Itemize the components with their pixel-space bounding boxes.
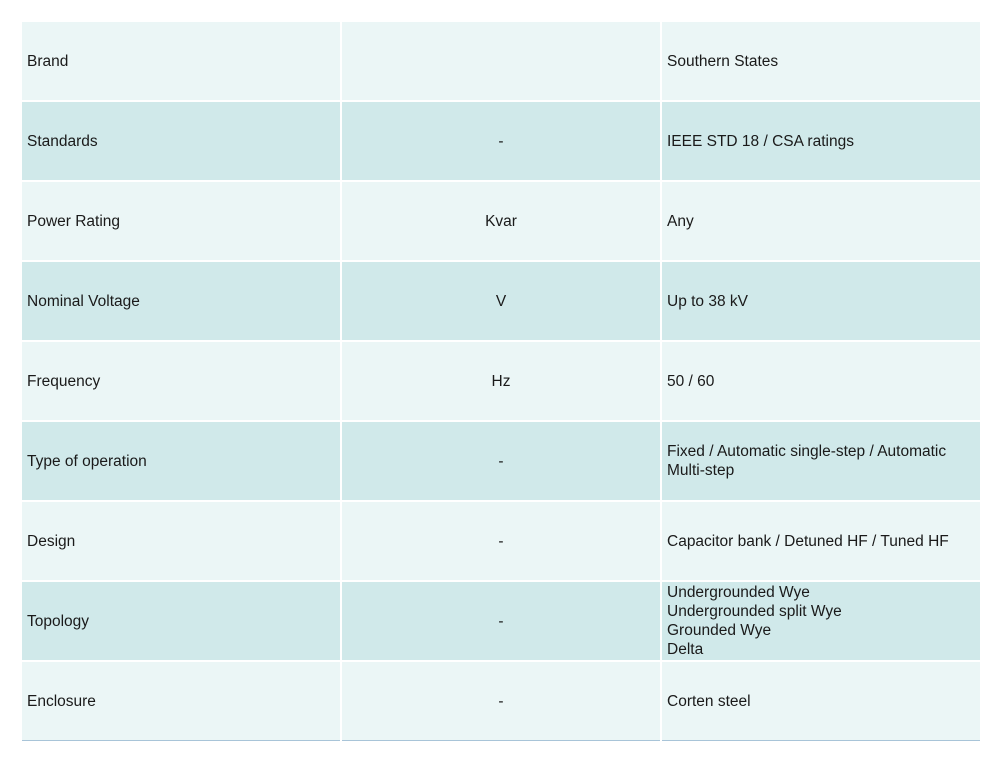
value-cell: Capacitor bank / Detuned HF / Tuned HF (661, 501, 980, 581)
value-cell: 50 / 60 (661, 341, 980, 421)
unit-cell: Kvar (341, 181, 661, 261)
table-row (22, 661, 980, 741)
spec-table (22, 22, 980, 741)
table-row (22, 581, 980, 661)
parameter-cell: Type of operation (22, 421, 341, 501)
table-row (22, 181, 980, 261)
table-row (22, 341, 980, 421)
unit-cell: - (341, 501, 661, 581)
parameter-cell: Nominal Voltage (22, 261, 341, 341)
value-cell: IEEE STD 18 / CSA ratings (661, 101, 980, 181)
parameter-cell: Brand (22, 22, 341, 101)
unit-cell: Hz (341, 341, 661, 421)
parameter-cell: Frequency (22, 341, 341, 421)
parameter-cell: Design (22, 501, 341, 581)
value-cell: Fixed / Automatic single-step / Automatic Multi-step (661, 421, 980, 501)
unit-cell: - (341, 421, 661, 501)
parameter-cell: Topology (22, 581, 341, 661)
unit-cell (341, 22, 661, 101)
table-row (22, 501, 980, 581)
unit-cell: - (341, 581, 661, 661)
value-cell: Corten steel (661, 661, 980, 741)
table-row (22, 22, 980, 101)
table-row (22, 101, 980, 181)
unit-cell: - (341, 101, 661, 181)
value-cell: Undergrounded Wye Undergrounded split Wye Grounded Wye Delta (661, 581, 980, 661)
value-cell: Up to 38 kV (661, 261, 980, 341)
unit-cell: V (341, 261, 661, 341)
value-cell: Any (661, 181, 980, 261)
parameter-cell: Standards (22, 101, 341, 181)
parameter-cell: Power Rating (22, 181, 341, 261)
table-row (22, 261, 980, 341)
parameter-cell: Enclosure (22, 661, 341, 741)
value-cell: Southern States (661, 22, 980, 101)
unit-cell: - (341, 661, 661, 741)
table-row (22, 421, 980, 501)
